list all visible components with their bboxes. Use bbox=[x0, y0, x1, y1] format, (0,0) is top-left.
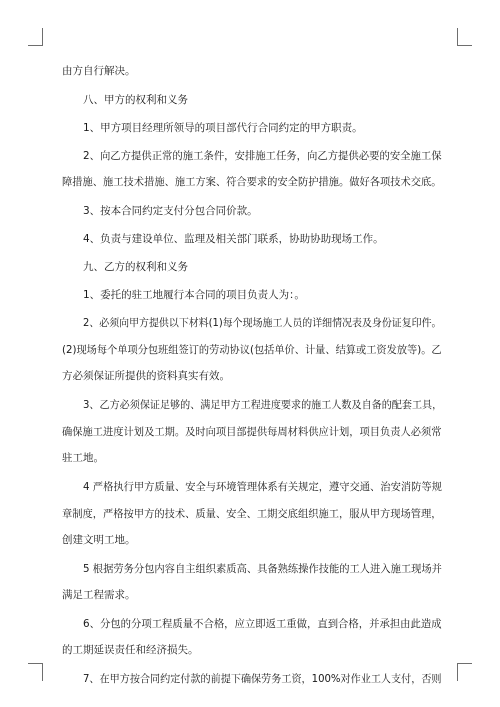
paragraph-line: 4、负责与建设单位、监理及相关部门联系，协助协助现场工作。 bbox=[83, 233, 384, 245]
paragraph-line: 3、按本合同约定支付分包合同价款。 bbox=[83, 205, 258, 217]
section-heading: 九、乙方的权利和义务 bbox=[83, 261, 188, 273]
crop-mark-top-left-vertical bbox=[42, 28, 43, 46]
paragraph-line: 6、分包的分项工程质量不合格，应立即返工重做，直到合格，并承担由此造成 bbox=[83, 618, 442, 630]
paragraph-line: 章制度，严格按甲方的技术、质量、安全、工期交底组织施工，服从甲方现场管理， bbox=[62, 508, 442, 520]
paragraph-line: 创建文明工地。 bbox=[62, 534, 136, 546]
crop-mark-top-right-vertical bbox=[457, 28, 458, 46]
paragraph-line: 障措施、施工技术措施、施工方案、符合要求的安全防护措施。做好各项技术交底。 bbox=[62, 176, 442, 188]
paragraph-line: 7、在甲方按合同约定付款的前提下确保劳务工资，100%对作业工人支付，否则 bbox=[83, 673, 442, 685]
paragraph-line: 2、向乙方提供正常的施工条件，安排施工任务，向乙方提供必要的安全施工保 bbox=[83, 150, 442, 162]
paragraph-line: 的工期延误责任和经济损失。 bbox=[62, 644, 199, 656]
paragraph-line: 确保施工进度计划及工期。及时向项目部提供每周材料供应计划，项目负责人必须常 bbox=[62, 426, 442, 438]
paragraph-line: 由方自行解决。 bbox=[62, 65, 136, 77]
paragraph-line: 方必须保证所提供的资料真实有效。 bbox=[62, 370, 230, 382]
paragraph-line: 1、委托的驻工地履行本合同的项目负责人为：。 bbox=[83, 289, 305, 301]
crop-mark-bottom-right-horizontal bbox=[457, 663, 472, 664]
paragraph-line: 5 根据劳务分包内容自主组织素质高、具备熟练操作技能的工人进入施工现场并 bbox=[83, 563, 442, 575]
paragraph-line: 2、必须向甲方提供以下材料(1)每个现场施工人员的详细情况表及身份证复印件。 bbox=[83, 317, 442, 329]
paragraph-line: 4 严格执行甲方质量、安全与环境管理体系有关规定，遵守交通、治安消防等规 bbox=[83, 481, 442, 493]
crop-mark-top-right-horizontal bbox=[457, 45, 472, 46]
crop-mark-top-left-horizontal bbox=[28, 45, 43, 46]
crop-mark-bottom-left-horizontal bbox=[28, 663, 43, 664]
paragraph-line: 3、乙方必须保证足够的、满足甲方工程进度要求的施工人数及自备的配套工具， bbox=[83, 399, 443, 411]
paragraph-line: 驻工地。 bbox=[62, 452, 104, 464]
crop-mark-bottom-right-vertical bbox=[457, 663, 458, 681]
paragraph-line: 1、甲方项目经理所领导的项目部代行合同约定的甲方职责。 bbox=[83, 122, 363, 134]
section-heading: 八、甲方的权利和义务 bbox=[83, 94, 188, 106]
crop-mark-bottom-left-vertical bbox=[42, 663, 43, 681]
paragraph-line: (2)现场每个单项分包班组签订的劳动协议(包括单价、计量、结算或工资发放等)。乙 bbox=[62, 344, 442, 356]
paragraph-line: 满足工程需求。 bbox=[62, 589, 136, 601]
